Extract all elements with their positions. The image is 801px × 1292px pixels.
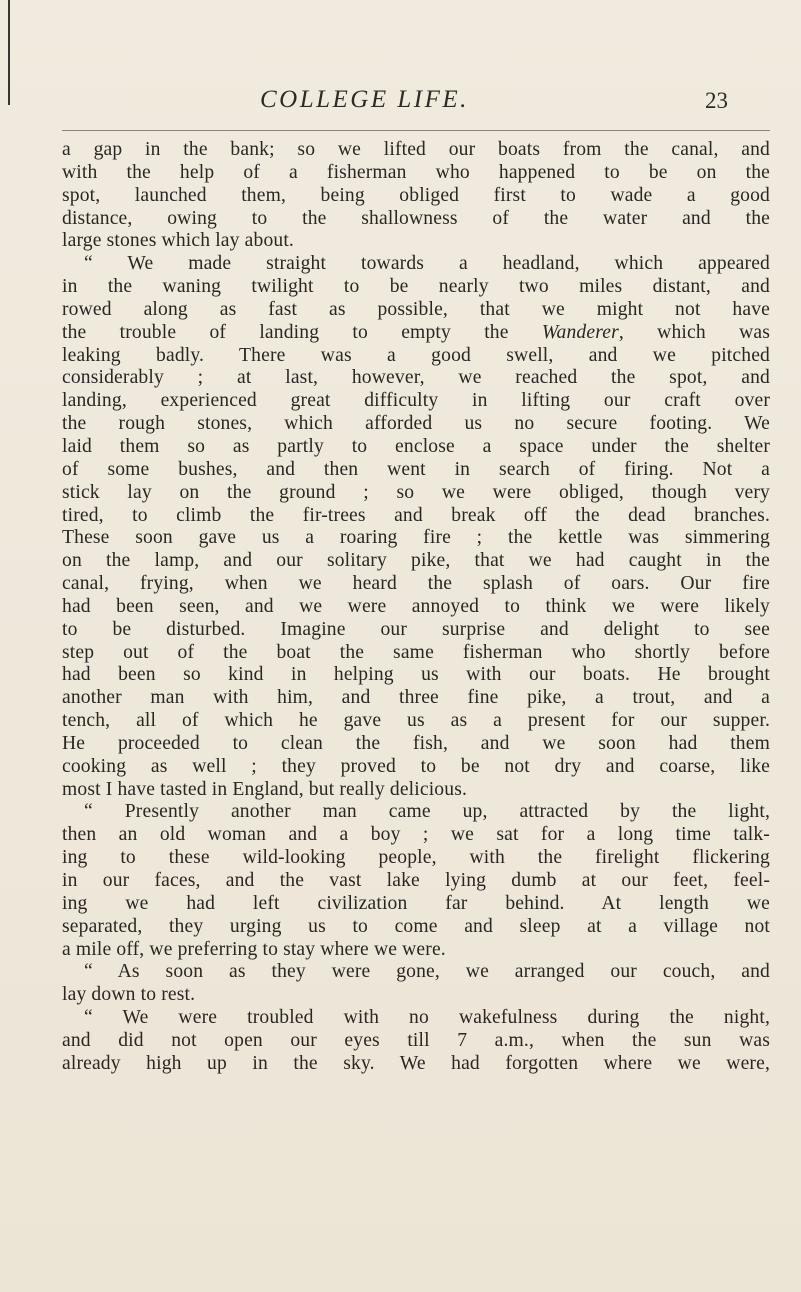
text-line: landing, experienced great difficulty in lifting our craft over xyxy=(62,390,770,412)
text-line: stick lay on the ground ; so we were obliged, though very xyxy=(62,481,770,503)
text-line: cooking as well ; they proved to be not dry and coarse, like xyxy=(62,755,770,777)
text-line: distance, owing to the shallowness of the water and the xyxy=(62,207,770,229)
running-title: COLLEGE LIFE. xyxy=(260,86,469,113)
text-line: tench, all of which he gave us as a present for our supper. xyxy=(62,710,770,732)
text-line: then an old woman and a boy ; we sat for a long time talk- xyxy=(62,824,770,846)
text-line: ing to these wild-looking people, with the firelight flickering xyxy=(62,847,770,869)
text-line: “ Presently another man came up, attracted by the light, xyxy=(84,801,770,823)
text-line: leaking badly. There was a good swell, and we pitched xyxy=(62,344,770,366)
text-line: a mile off, we preferring to stay where we were. xyxy=(62,938,446,960)
text-line: step out of the boat the same fisherman who shortly before xyxy=(62,641,770,663)
text-line: most I have tasted in England, but really delicious. xyxy=(62,778,468,800)
text-line: another man with him, and three fine pike, a trout, and a xyxy=(62,687,770,709)
text-line: large stones which lay about. xyxy=(62,230,294,252)
text-line: rowed along as fast as possible, that we might not have xyxy=(62,298,770,320)
body-text xyxy=(62,139,770,1076)
text-line: ing we had left civilization far behind. At length we xyxy=(62,892,770,914)
page-number: 23 xyxy=(705,88,728,113)
text-line: had been seen, and we were annoyed to think we were likely xyxy=(62,595,770,617)
text-segment: , which was xyxy=(618,321,770,343)
text-line: He proceeded to clean the fish, and we soon had them xyxy=(62,732,770,754)
text-line: to be disturbed. Imagine our surprise and delight to see xyxy=(62,618,770,640)
text-line: of some bushes, and then went in search of firing. Not a xyxy=(62,458,770,480)
text-line: already high up in the sky. We had forgotten where we were, xyxy=(62,1052,770,1074)
header-rule xyxy=(62,130,770,131)
text-line: considerably ; at last, however, we reached the spot, and xyxy=(62,367,770,389)
text-line: the rough stones, which afforded us no secure footing. We xyxy=(62,413,770,435)
text-line: canal, frying, when we heard the splash of oars. Our fire xyxy=(62,573,770,595)
running-head xyxy=(0,86,801,126)
text-line: on the lamp, and our solitary pike, that we had caught in the xyxy=(62,550,770,572)
text-line: tired, to climb the fir-trees and break off the dead branches. xyxy=(62,504,770,526)
text-line: had been so kind in helping us with our boats. He brought xyxy=(62,664,770,686)
text-line: in the waning twilight to be nearly two miles distant, and xyxy=(62,276,770,298)
text-line: laid them so as partly to enclose a space under the shelter xyxy=(62,435,770,457)
text-line: with the help of a fisherman who happened to be on the xyxy=(62,161,770,183)
text-line xyxy=(62,322,770,345)
text-line: “ As soon as they were gone, we arranged our couch, and xyxy=(84,961,770,983)
text-line: a gap in the bank; so we lifted our boats from the canal, and xyxy=(62,139,770,160)
text-line: “ We were troubled with no wakefulness during the night, xyxy=(84,1007,770,1029)
text-line: and did not open our eyes till 7 a.m., when the sun was xyxy=(62,1029,770,1051)
text-line: These soon gave us a roaring fire ; the kettle was simmering xyxy=(62,527,770,549)
text-line: “ We made straight towards a headland, which appeared xyxy=(84,253,770,275)
text-segment: the trouble of landing to empty the xyxy=(62,321,542,343)
ship-name: Wanderer xyxy=(541,321,619,343)
text-line: in our faces, and the vast lake lying dumb at our feet, feel- xyxy=(62,870,770,891)
text-line: lay down to rest. xyxy=(62,984,196,1006)
text-line: separated, they urging us to come and sleep at a village not xyxy=(62,915,770,937)
text-line: spot, launched them, being obliged first to wade a good xyxy=(62,184,770,206)
